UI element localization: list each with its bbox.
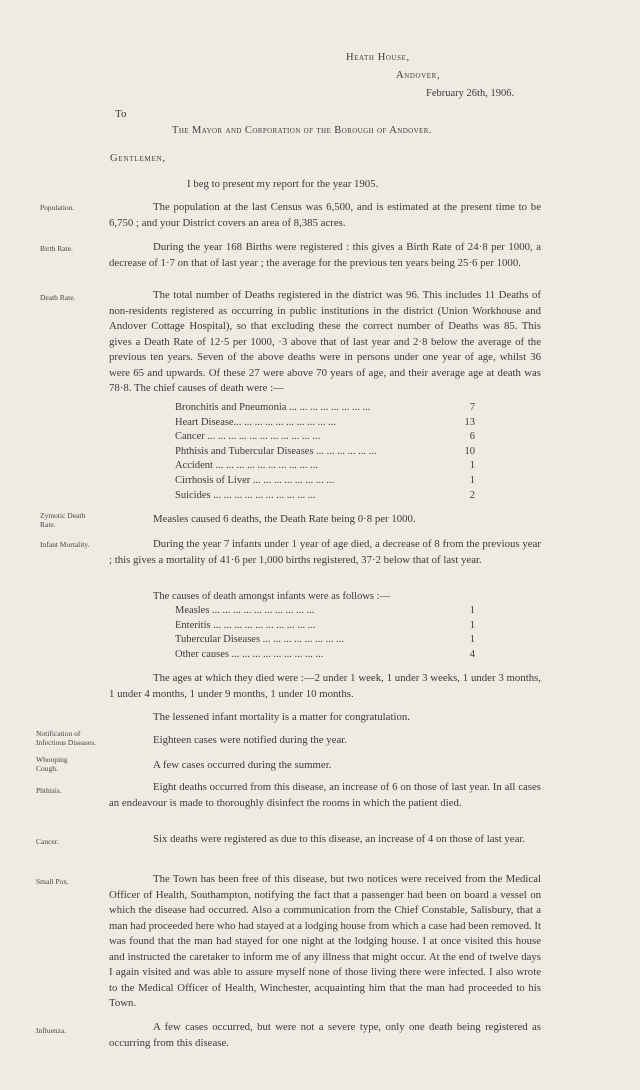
table-row: Measles ... ... ... ... ... ... ... ... ... ... 1 <box>175 605 475 616</box>
population-paragraph <box>109 200 541 231</box>
smallpox-text: The Town has been free of this disease, but two notices were received from the Medical Officer of Health, Southampton, notifying the fact that a passenger had been on board a vessel on which the disease had occurred. Also a communication from the Chief Constable, Salisbury, that a man had proceeded here who had stayed at a lodging house from which a case had been removed. It was found that the man had stayed for one night at the lodging house. I at once visited this house and instructed the caretaker to inform me of any illness that might occur. At the end of twelve days I again visited and was able to assure myself none of those living there were infected. I also wrote to the Medical Officer of Health, Winchester, acquainting him that the man had proceeded to his Town. <box>109 873 542 1009</box>
side-label-whooping: Whooping Cough. <box>36 755 68 773</box>
report-date: February 26th, 1906. <box>426 88 515 99</box>
infant-text: During the year 7 infants under 1 year of age died, a decrease of 8 from the previous year ; this gives a mortality of 41·6 per 1,000 births registered, 37·2 below that of last year. <box>109 538 541 566</box>
table-row: Cancer ... ... ... ... ... ... ... ... ... ... ... 6 <box>175 431 475 443</box>
infant-causes-table <box>175 604 475 662</box>
greeting: Gentlemen, <box>110 153 166 164</box>
side-label-population: Population. <box>40 203 75 212</box>
side-label-infant: Infant Mortality. <box>40 540 90 549</box>
infant-causes-intro: The causes of death amongst infants were as follows :— <box>153 591 391 602</box>
influenza-paragraph <box>109 1020 541 1051</box>
birth-rate-text: During the year 168 Births were registered : this gives a Birth Rate of 24·8 per 1000, a decrease of 1·7 on that of last year ; the average for the previous ten years being 25·6 per 1000. <box>109 241 541 269</box>
side-label-notification: Notification of Infectious Diseases. <box>36 729 96 747</box>
table-row: Enteritis ... ... ... ... ... ... ... ... ... ... 1 <box>175 619 475 631</box>
table-row: Tubercular Diseases ... ... ... ... ... ... ... ... 1 <box>175 634 475 646</box>
table-row: Phthisis and Tubercular Diseases ... ... ... ... ... ... 10 <box>175 445 475 457</box>
smallpox-paragraph <box>109 872 541 1012</box>
influenza-text: A few cases occurred, but were not a severe type, only one death being registered as occurring from this disease. <box>109 1021 541 1049</box>
phthisis-text: Eight deaths occurred from this disease, an increase of 6 on those of last year. In all cases an endeavour is made to thoroughly disinfect the rooms in which the patient died. <box>109 781 541 809</box>
death-rate-paragraph <box>109 288 541 397</box>
side-label-phthisis: Phthisis. <box>36 786 62 795</box>
side-label-influenza: Influenza. <box>36 1026 67 1035</box>
table-row: Heart Disease... ... ... ... ... ... ... ... ... ... 13 <box>175 416 475 428</box>
death-rate-text: The total number of Deaths registered in the district was 96. This includes 11 Deaths of non-residents registered as occurring in public institutions in the district (Union Workhouse and Andover Cottage Hospital), so that excluding these the correct number of Deaths was 85. This gives a Death Rate of 12·5 per 1000, ·3 above that of last year and 2·8 below the average of the previous ten years. Seven of the above deaths were in persons under one year of age, whilst 36 were 65 and upwards. Of these 27 were above 70 years of age, and their average age at death was 78·8. The chief causes of death were :— <box>109 289 541 394</box>
infant-ages-text: The ages at which they died were :—2 under 1 week, 1 under 3 weeks, 1 under 3 months, 1 under 4 months, 1 under 9 months, 1 under 10 months. <box>109 672 541 700</box>
infant-closing: The lessened infant mortality is a matter for congratulation. <box>153 711 410 723</box>
table-row: Accident ... ... ... ... ... ... ... ... ... ... 1 <box>175 460 475 472</box>
zymotic-text: Measles caused 6 deaths, the Death Rate being 0·8 per 1000. <box>153 513 416 525</box>
death-causes-table <box>175 401 475 503</box>
table-row: Other causes ... ... ... ... ... ... ... ... ... 4 <box>175 648 475 660</box>
to-label: To <box>115 108 127 120</box>
house-name: Heath House, <box>346 52 410 63</box>
notification-text: Eighteen cases were notified during the year. <box>153 734 347 746</box>
birth-rate-paragraph <box>109 240 541 271</box>
cancer-paragraph <box>109 832 541 848</box>
population-text: The population at the last Census was 6,500, and is estimated at the present time to be 6,750 ; and your District covers an area of 8,385 acres. <box>109 201 541 229</box>
phthisis-paragraph <box>109 780 541 811</box>
side-label-birth-rate: Birth Rate. <box>40 244 73 253</box>
side-label-smallpox: Small Pox. <box>36 877 69 886</box>
table-row: Suicides ... ... ... ... ... ... ... ... ... ... 2 <box>175 489 475 501</box>
table-row: Cirrhosis of Liver ... ... ... ... ... ... ... ... 1 <box>175 474 475 486</box>
side-label-death-rate: Death Rate. <box>40 293 76 302</box>
side-label-cancer: Cancer. <box>36 837 59 846</box>
zymotic-paragraph <box>109 512 541 528</box>
whooping-text: A few cases occurred during the summer. <box>153 759 332 771</box>
cancer-text: Six deaths were registered as due to this disease, an increase of 4 on those of last year. <box>153 833 526 845</box>
table-row: Bronchitis and Pneumonia ... ... ... ... ... ... ... ... 7 <box>175 402 475 413</box>
recipient-address: The Mayor and Corporation of the Borough of Andover. <box>172 125 432 136</box>
infant-ages-paragraph <box>109 671 541 702</box>
infant-paragraph <box>109 537 541 568</box>
intro: I beg to present my report for the year 1905. <box>187 178 379 190</box>
town-name: Andover, <box>396 70 441 81</box>
side-label-zymotic: Zymotic Death Rate. <box>40 511 86 529</box>
